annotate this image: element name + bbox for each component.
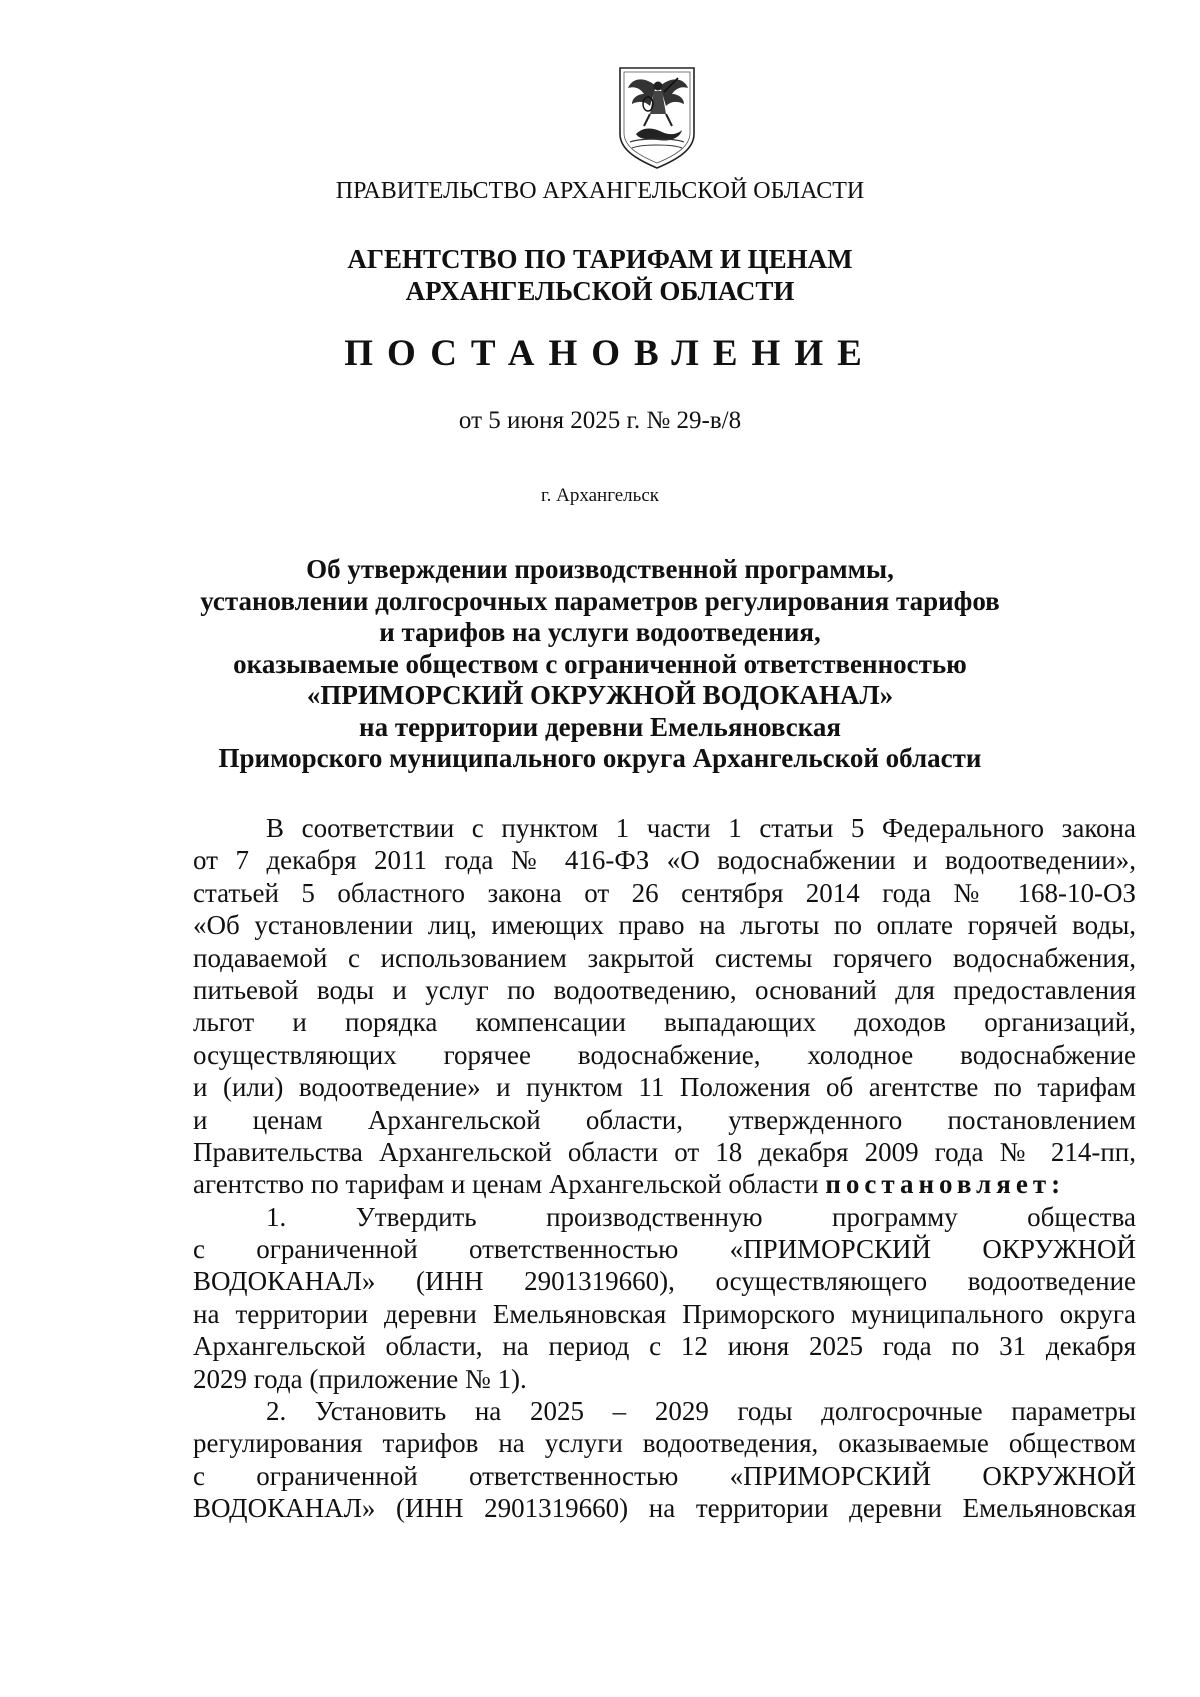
item-1-line: с ограниченной ответственностью «ПРИМОРСКИЙ ОКРУЖНОЙ [193, 1234, 1136, 1265]
arkhangelsk-coat-of-arms-icon [614, 64, 700, 170]
subject-line: на территории деревни Емельяновская [359, 711, 841, 742]
document-body [193, 812, 1136, 1525]
body-line: «Об установлении лиц, имеющих право на льготы по оплате горячей воды, [193, 910, 1136, 941]
agency-name-line-2: АРХАНГЕЛЬСКОЙ ОБЛАСТИ [405, 276, 795, 306]
agency-name-line-1: АГЕНТСТВО ПО ТАРИФАМ И ЦЕНАМ [347, 244, 853, 274]
document-type: ПОСТАНОВЛЕНИЕ [344, 333, 876, 374]
body-line: В соответствии с пунктом 1 части 1 статьи 5 Федерального закона [266, 813, 1136, 843]
item-1-line: на территории деревни Емельяновская Приморского муниципального округа [193, 1298, 1136, 1329]
item-1-line: ВОДОКАНАЛ» (ИНН 2901319660), осуществляющего водоотведение [193, 1266, 1136, 1297]
government-name: ПРАВИТЕЛЬСТВО АРХАНГЕЛЬСКОЙ ОБЛАСТИ [335, 178, 865, 204]
item-2-line: с ограниченной ответственностью «ПРИМОРСКИЙ ОКРУЖНОЙ [193, 1460, 1136, 1491]
body-line-decree [193, 1168, 1136, 1200]
body-line: от 7 декабря 2011 года № 416-ФЗ «О водоснабжении и водоотведении», [193, 845, 1136, 876]
body-line: и ценам Архангельской области, утвержденного постановлением [193, 1104, 1136, 1135]
item-2-line: 2. Установить на 2025 – 2029 годы долгосрочные параметры [266, 1396, 1136, 1427]
subject-line: и тарифов на услуги водоотведения, [379, 617, 821, 647]
item-1-line: Архангельской области, на период с 12 июня 2025 года по 31 декабря [193, 1331, 1136, 1362]
body-line: и (или) водоотведение» и пунктом 11 Положения об агентстве по тарифам [193, 1072, 1136, 1103]
subject-line: установлении долгосрочных параметров регулирования тарифов [200, 585, 1000, 616]
agency-name [0, 243, 1200, 307]
item-2-line: ВОДОКАНАЛ» (ИНН 2901319660) на территории деревни Емельяновская [193, 1493, 1136, 1524]
body-line: питьевой воды и услуг по водоотведению, оснований для предоставления [193, 974, 1136, 1005]
document-date-number: от 5 июня 2025 г. № 29-в/8 [458, 407, 742, 434]
body-line: льгот и порядка компенсации выпадающих доходов организаций, [193, 1007, 1136, 1038]
preamble-last-text: агентство по тарифам и ценам Архангельской области [193, 1169, 826, 1200]
body-line: осуществляющих горячее водоснабжение, холодное водоснабжение [193, 1039, 1136, 1070]
item-2-line: регулирования тарифов на услуги водоотведения, оказываемые обществом [193, 1428, 1136, 1459]
decree-word: постановляет: [825, 1169, 1066, 1200]
subject-line: Приморского муниципального округа Архангельской области [218, 743, 982, 773]
subject-line: оказываемые обществом с ограниченной ответственностью [233, 648, 967, 679]
subject-line: «ПРИМОРСКИЙ ОКРУЖНОЙ ВОДОКАНАЛ» [306, 680, 894, 710]
document-city: г. Архангельск [540, 485, 659, 506]
body-line: подаваемой с использованием закрытой системы горячего водоснабжения, [193, 942, 1136, 973]
subject-line: Об утверждении производственной программы, [306, 554, 894, 584]
body-line: статьей 5 областного закона от 26 сентября 2014 года № 168-10-ОЗ [193, 877, 1136, 908]
item-1-line: 1. Утвердить производственную программу общества [266, 1201, 1136, 1232]
document-subject [0, 554, 1200, 775]
item-1-line: 2029 года (приложение № 1). [193, 1363, 527, 1394]
body-line: Правительства Архангельской области от 18 декабря 2009 года № 214-пп, [193, 1136, 1136, 1167]
